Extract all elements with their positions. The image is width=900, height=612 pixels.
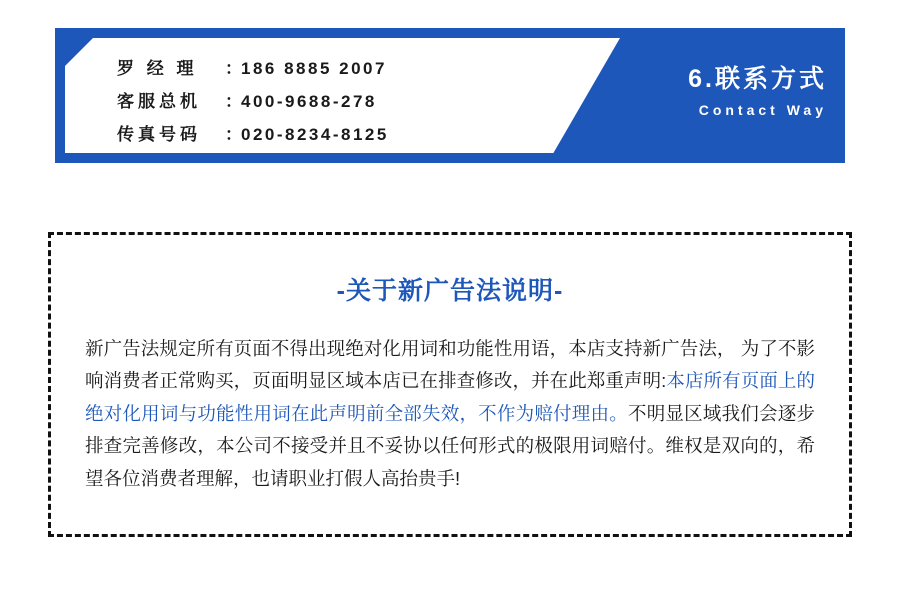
notice-text-part1: 新广告法规定所有页面不得出现绝对化用词和功能性用语，本店支持新广告法， 为了不影响消费者正常购买，页面明显区域本店已在排查修改，并在此郑重声明: <box>85 338 815 392</box>
contact-label: 罗 经 理 <box>117 59 198 78</box>
contact-colon: ： <box>225 92 242 111</box>
contact-label: 客服总机 <box>117 92 201 111</box>
advertising-law-notice <box>48 232 852 537</box>
contact-label: 传真号码 <box>117 125 201 144</box>
notice-title: -关于新广告法说明- <box>336 277 564 305</box>
contact-banner <box>55 28 845 163</box>
section-heading <box>688 66 827 118</box>
contact-list <box>117 54 557 153</box>
contact-colon: ： <box>225 59 242 78</box>
notice-text-part2: 不明显区域我们会逐步排查完善修改，本公司不接受并且不妥协以任何形式的极限用词赔付。维权是双向的，希望各位消费者理解，也请职业打假人高抬贵手! <box>85 402 815 489</box>
contact-row <box>117 87 557 112</box>
contact-row <box>117 54 557 79</box>
contact-colon: ： <box>225 125 242 144</box>
contact-value-mobile: 186 8885 2007 <box>241 59 387 78</box>
section-title-cn: 6.联系方式 <box>688 65 827 93</box>
contact-row <box>117 120 557 145</box>
contact-value-hotline: 400-9688-278 <box>241 92 377 111</box>
notice-text-highlight: 本店所有页面上的绝对化用词与功能性用词在此声明前全部失效，不作为赔付理由。 <box>85 370 815 424</box>
notice-body <box>85 333 815 495</box>
section-title-en: Contact Way <box>698 101 827 118</box>
contact-value-fax: 020-8234-8125 <box>241 125 389 144</box>
